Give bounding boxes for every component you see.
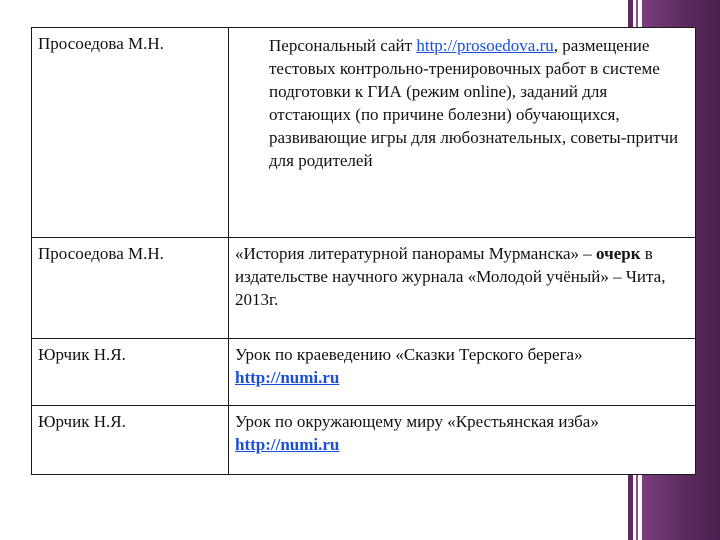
description-text: , размещение тестовых контрольно-тренировочных работ в системе подготовки к ГИА (режим online), заданий для отстающих (по причине болезни) обучающихся, развивающие игры для любознательных, советы-притчи для родителей: [269, 36, 679, 170]
description-text: «История литературной панорамы Мурманска» –: [235, 244, 597, 263]
author-cell: Просоедова М.Н.: [32, 238, 229, 339]
table-row: [32, 28, 696, 238]
author-cell: Просоедова М.Н.: [32, 28, 229, 238]
description-text: Персональный сайт: [269, 36, 417, 55]
description-cell: [229, 339, 696, 406]
description-bold: очерк: [596, 244, 641, 263]
table-row: [32, 238, 696, 339]
description-cell: [229, 406, 696, 475]
description-cell: [229, 28, 696, 238]
lesson-link[interactable]: http://numi.ru: [235, 435, 340, 454]
description-text: Урок по окружающему миру «Крестьянская изба»: [235, 412, 599, 431]
table-row: [32, 406, 696, 475]
description-text: в издательстве научного журнала «Молодой учёный» – Чита, 2013г.: [235, 244, 666, 309]
author-cell: Юрчик Н.Я.: [32, 339, 229, 406]
description-text: Урок по краеведению «Сказки Терского берега»: [235, 345, 583, 364]
site-link[interactable]: http://prosoedova.ru: [416, 36, 554, 55]
author-cell: Юрчик Н.Я.: [32, 406, 229, 475]
lesson-link[interactable]: http://numi.ru: [235, 368, 340, 387]
description-cell: [229, 238, 696, 339]
projects-table: [31, 27, 696, 475]
table-row: [32, 339, 696, 406]
